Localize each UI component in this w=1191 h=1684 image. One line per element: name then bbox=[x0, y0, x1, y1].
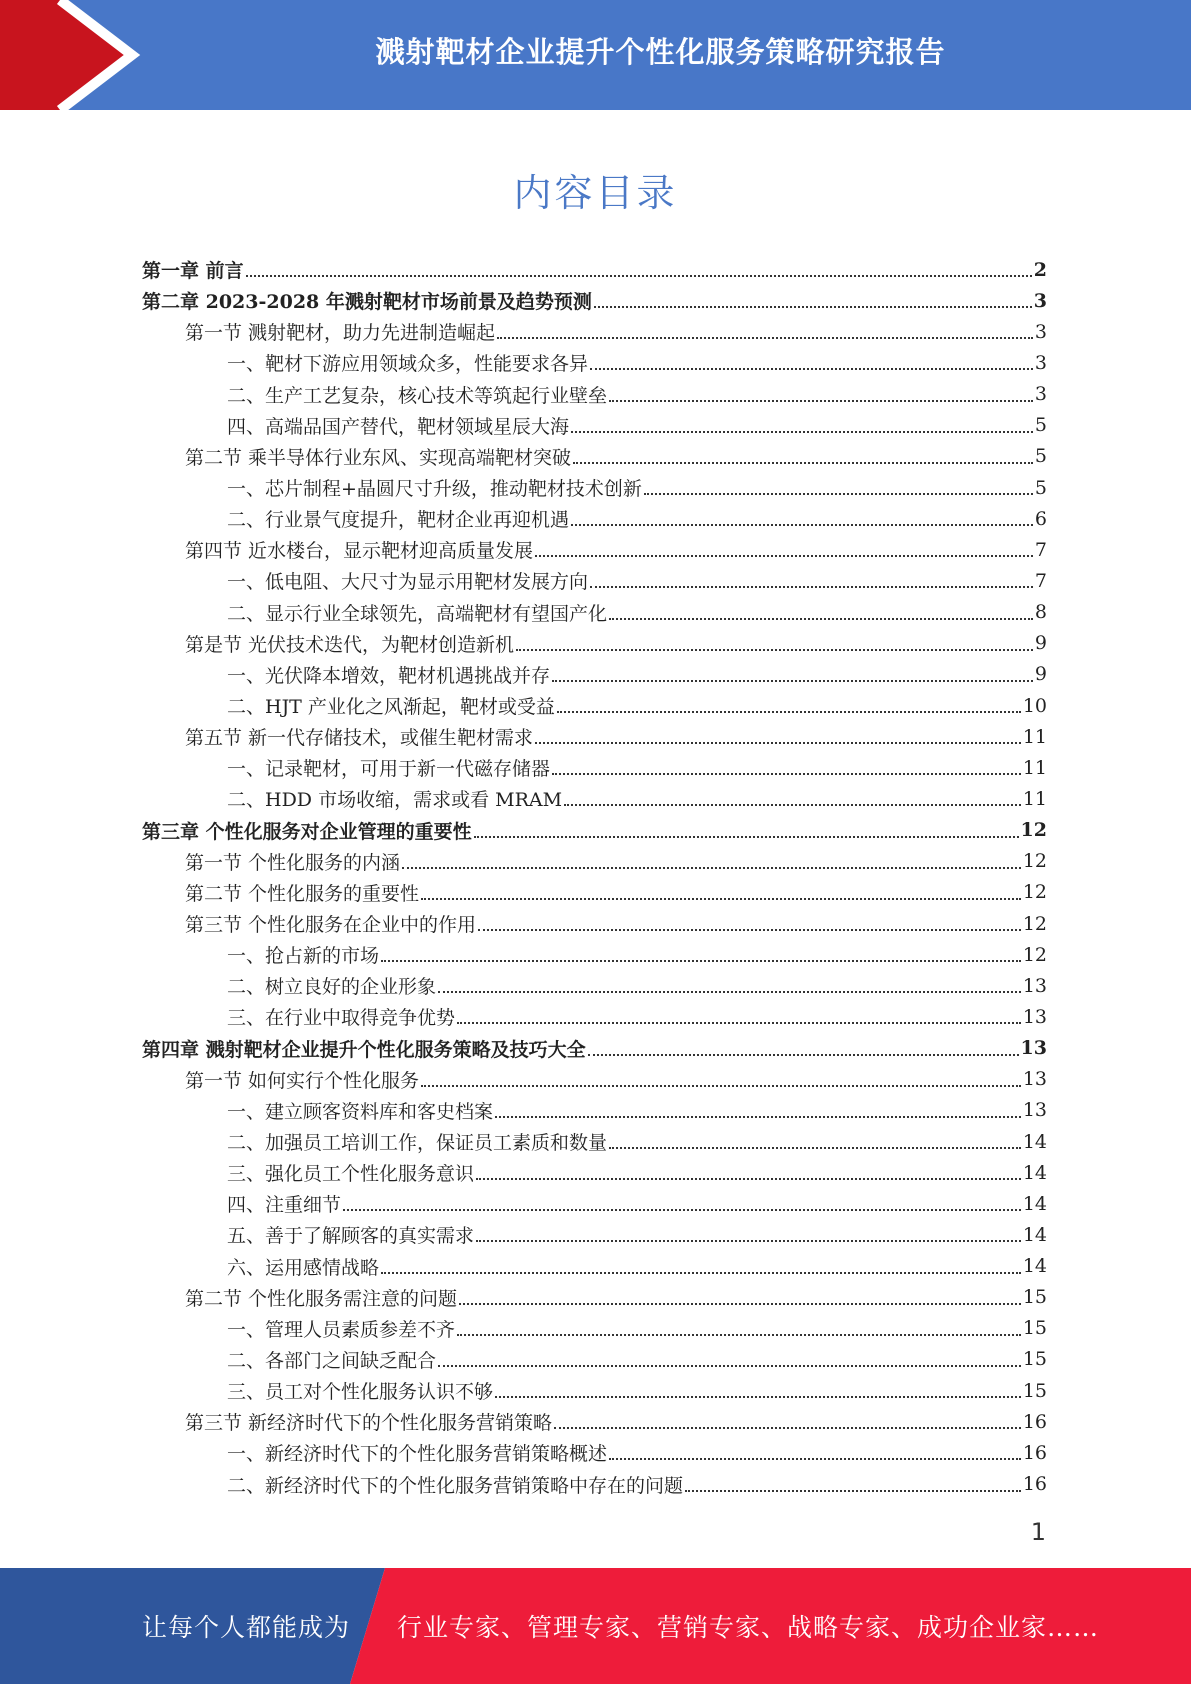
toc-entry-page: 16 bbox=[1022, 1441, 1047, 1464]
toc-entry-page: 3 bbox=[1033, 289, 1047, 312]
page-number: 1 bbox=[1030, 1518, 1046, 1546]
toc-entry-page: 12 bbox=[1022, 881, 1047, 904]
report-header-banner bbox=[0, 0, 1191, 110]
toc-entry[interactable] bbox=[142, 939, 1047, 970]
toc-dot-leader bbox=[535, 536, 1033, 557]
toc-entry[interactable] bbox=[142, 1468, 1047, 1499]
table-of-contents bbox=[142, 254, 1047, 1500]
toc-entry[interactable] bbox=[142, 316, 1047, 347]
toc-entry-page: 8 bbox=[1034, 601, 1047, 624]
toc-dot-leader bbox=[421, 879, 1021, 900]
toc-entry-title: 第二节 个性化服务需注意的问题 bbox=[185, 1287, 458, 1310]
toc-entry-title: 二、加强员工培训工作，保证员工素质和数量 bbox=[227, 1132, 608, 1154]
toc-entry-page: 3 bbox=[1034, 383, 1047, 406]
toc-dot-leader bbox=[402, 848, 1021, 869]
toc-entry-page: 13 bbox=[1022, 1099, 1047, 1122]
toc-entry[interactable] bbox=[142, 472, 1047, 503]
toc-entry-title: 四、注重细节 bbox=[227, 1194, 342, 1217]
toc-dot-leader bbox=[438, 972, 1021, 993]
toc-entry-page: 2 bbox=[1033, 258, 1047, 281]
toc-entry-title: 第四节 近水楼台，显示靶材迎高质量发展 bbox=[185, 540, 534, 563]
toc-dot-leader bbox=[552, 754, 1021, 775]
footer-slogan-right: 行业专家、管理专家、营销专家、战略专家、成功企业家…… bbox=[397, 1613, 1100, 1642]
toc-entry-page: 16 bbox=[1022, 1410, 1047, 1433]
toc-dot-leader bbox=[609, 599, 1033, 620]
toc-entry-page: 6 bbox=[1034, 507, 1047, 530]
toc-entry[interactable] bbox=[142, 1033, 1047, 1064]
toc-entry-title: 第二节 个性化服务的重要性 bbox=[185, 882, 420, 905]
toc-entry-page: 15 bbox=[1022, 1379, 1047, 1402]
toc-dot-leader bbox=[438, 1346, 1021, 1367]
toc-entry-page: 5 bbox=[1034, 476, 1047, 499]
toc-entry[interactable] bbox=[142, 815, 1047, 846]
toc-entry[interactable] bbox=[142, 752, 1047, 783]
toc-entry-title: 第一节 个性化服务的内涵 bbox=[185, 851, 401, 874]
toc-dot-leader bbox=[609, 1128, 1021, 1149]
toc-entry-page: 16 bbox=[1022, 1473, 1047, 1496]
toc-dot-leader bbox=[478, 910, 1021, 931]
toc-dot-leader bbox=[246, 256, 1032, 277]
toc-entry-title: 二、HDD 市场收缩，需求或看 MRAM bbox=[227, 789, 563, 812]
toc-entry-page: 14 bbox=[1022, 1192, 1047, 1215]
toc-entry-page: 13 bbox=[1020, 1037, 1047, 1060]
toc-entry[interactable] bbox=[142, 503, 1047, 534]
toc-entry-page: 11 bbox=[1022, 725, 1047, 748]
toc-dot-leader bbox=[457, 1003, 1021, 1024]
toc-dot-leader bbox=[571, 412, 1033, 433]
toc-entry-page: 14 bbox=[1022, 1130, 1047, 1153]
toc-entry-title: 第二节 乘半导体行业东风、实现高端靶材突破 bbox=[185, 446, 572, 469]
toc-dot-leader bbox=[588, 1035, 1019, 1056]
toc-entry-title: 一、抢占新的市场 bbox=[227, 945, 380, 968]
toc-entry-page: 5 bbox=[1034, 445, 1047, 468]
footer-slogan-left: 让每个人都能成为 bbox=[142, 1613, 351, 1642]
toc-entry[interactable] bbox=[142, 285, 1047, 316]
toc-dot-leader bbox=[557, 692, 1021, 713]
toc-entry[interactable] bbox=[142, 1344, 1047, 1375]
toc-entry[interactable] bbox=[142, 597, 1047, 628]
toc-entry-title: 第二章 2023-2028 年溅射靶材市场前景及趋势预测 bbox=[142, 291, 592, 314]
toc-entry[interactable] bbox=[142, 347, 1047, 378]
toc-entry[interactable] bbox=[142, 1001, 1047, 1032]
toc-entry-page: 9 bbox=[1034, 632, 1047, 655]
toc-entry-title: 四、高端品国产替代，靶材领域星辰大海 bbox=[227, 415, 570, 438]
toc-dot-leader bbox=[476, 1221, 1021, 1242]
toc-entry[interactable] bbox=[142, 877, 1047, 908]
toc-entry-title: 二、生产工艺复杂，核心技术等筑起行业壁垒 bbox=[227, 384, 608, 407]
toc-entry[interactable] bbox=[142, 628, 1047, 659]
toc-dot-leader bbox=[459, 1284, 1021, 1305]
toc-dot-leader bbox=[535, 723, 1021, 744]
toc-dot-leader bbox=[474, 817, 1019, 838]
toc-entry-page: 12 bbox=[1022, 850, 1047, 873]
toc-entry-title: 第是节 光伏技术迭代，为靶材创造新机 bbox=[185, 633, 515, 656]
toc-dot-leader bbox=[590, 567, 1033, 588]
toc-dot-leader bbox=[476, 1159, 1021, 1180]
toc-dot-leader bbox=[343, 1190, 1021, 1211]
toc-entry-page: 13 bbox=[1022, 1068, 1047, 1091]
toc-entry[interactable] bbox=[142, 1188, 1047, 1219]
toc-dot-leader bbox=[571, 505, 1033, 526]
toc-entry-title: 二、树立良好的企业形象 bbox=[227, 976, 437, 999]
toc-dot-leader bbox=[685, 1471, 1021, 1492]
toc-entry-title: 第一节 溅射靶材，助力先进制造崛起 bbox=[185, 322, 496, 345]
toc-entry-title: 第五节 新一代存储技术，或催生靶材需求 bbox=[185, 727, 534, 750]
toc-entry-page: 15 bbox=[1022, 1317, 1047, 1340]
toc-entry[interactable] bbox=[142, 721, 1047, 752]
toc-entry[interactable] bbox=[142, 1406, 1047, 1437]
toc-entry-title: 一、芯片制程+晶圆尺寸升级，推动靶材技术创新 bbox=[227, 478, 642, 501]
toc-dot-leader bbox=[497, 318, 1033, 339]
toc-entry-title: 第三节 新经济时代下的个性化服务营销策略 bbox=[185, 1412, 553, 1435]
toc-entry-page: 5 bbox=[1034, 414, 1047, 437]
toc-entry-title: 一、管理人员素质参差不齐 bbox=[227, 1318, 456, 1341]
toc-dot-leader bbox=[381, 1253, 1021, 1274]
toc-entry-page: 12 bbox=[1020, 819, 1047, 842]
report-title: 溅射靶材企业提升个性化服务策略研究报告 bbox=[375, 34, 946, 69]
toc-entry-page: 3 bbox=[1034, 351, 1047, 374]
toc-entry[interactable] bbox=[142, 254, 1047, 285]
toc-entry-title: 二、各部门之间缺乏配合 bbox=[227, 1349, 437, 1372]
toc-entry-page: 14 bbox=[1022, 1255, 1047, 1278]
toc-dot-leader bbox=[590, 349, 1033, 370]
toc-entry[interactable] bbox=[142, 690, 1047, 721]
toc-dot-leader bbox=[516, 630, 1033, 651]
toc-heading: 内容目录 bbox=[513, 171, 678, 215]
toc-entry-page: 12 bbox=[1022, 943, 1047, 966]
toc-entry-page: 7 bbox=[1034, 569, 1047, 592]
toc-entry-title: 一、记录靶材，可用于新一代磁存储器 bbox=[227, 758, 551, 781]
toc-entry-title: 三、员工对个性化服务认识不够 bbox=[227, 1381, 494, 1404]
toc-entry-page: 11 bbox=[1022, 787, 1047, 810]
toc-entry-page: 15 bbox=[1022, 1348, 1047, 1371]
toc-entry[interactable] bbox=[142, 846, 1047, 877]
toc-entry-page: 13 bbox=[1022, 1005, 1047, 1028]
toc-entry[interactable] bbox=[142, 1095, 1047, 1126]
toc-dot-leader bbox=[609, 381, 1033, 402]
toc-dot-leader bbox=[554, 1408, 1021, 1429]
toc-entry-page: 14 bbox=[1022, 1161, 1047, 1184]
toc-entry-page: 10 bbox=[1022, 694, 1047, 717]
toc-entry-title: 第三章 个性化服务对企业管理的重要性 bbox=[142, 820, 472, 843]
toc-entry[interactable] bbox=[142, 1313, 1047, 1344]
toc-dot-leader bbox=[564, 785, 1021, 806]
footer-banner bbox=[0, 1568, 1191, 1684]
toc-entry[interactable] bbox=[142, 1157, 1047, 1188]
toc-entry-title: 第三节 个性化服务在企业中的作用 bbox=[185, 914, 477, 937]
toc-entry[interactable] bbox=[142, 1375, 1047, 1406]
toc-entry-page: 14 bbox=[1022, 1223, 1047, 1246]
toc-entry-title: 一、靶材下游应用领域众多，性能要求各异 bbox=[227, 353, 589, 376]
toc-entry-title: 第一节 如何实行个性化服务 bbox=[185, 1069, 420, 1092]
toc-entry-page: 3 bbox=[1034, 320, 1047, 343]
toc-entry-page: 13 bbox=[1022, 974, 1047, 997]
toc-entry-title: 一、建立顾客资料库和客史档案 bbox=[227, 1100, 494, 1123]
toc-entry-title: 二、显示行业全球领先，高端靶材有望国产化 bbox=[227, 602, 608, 625]
toc-entry[interactable] bbox=[142, 441, 1047, 472]
toc-entry-title: 六、运用感情战略 bbox=[227, 1256, 380, 1279]
toc-entry[interactable] bbox=[142, 1126, 1047, 1157]
toc-entry-page: 15 bbox=[1022, 1286, 1047, 1309]
toc-entry-title: 一、新经济时代下的个性化服务营销策略概述 bbox=[227, 1443, 608, 1466]
toc-entry-title: 三、在行业中取得竞争优势 bbox=[227, 1007, 456, 1030]
toc-entry[interactable] bbox=[142, 1437, 1047, 1468]
toc-entry-title: 五、善于了解顾客的真实需求 bbox=[227, 1225, 475, 1248]
toc-dot-leader bbox=[495, 1377, 1021, 1398]
toc-entry-title: 第四章 溅射靶材企业提升个性化服务策略及技巧大全 bbox=[142, 1038, 586, 1061]
toc-dot-leader bbox=[457, 1315, 1021, 1336]
toc-entry[interactable] bbox=[142, 970, 1047, 1001]
toc-entry[interactable] bbox=[142, 908, 1047, 939]
toc-entry[interactable] bbox=[142, 379, 1047, 410]
toc-entry[interactable] bbox=[142, 659, 1047, 690]
toc-entry-page: 9 bbox=[1034, 663, 1047, 686]
toc-entry[interactable] bbox=[142, 1251, 1047, 1282]
toc-entry-title: 二、行业景气度提升，靶材企业再迎机遇 bbox=[227, 509, 570, 532]
toc-entry-page: 7 bbox=[1034, 538, 1047, 561]
toc-entry-title: 三、强化员工个性化服务意识 bbox=[227, 1163, 475, 1186]
toc-entry-page: 12 bbox=[1022, 912, 1047, 935]
toc-entry[interactable] bbox=[142, 534, 1047, 565]
toc-entry[interactable] bbox=[142, 1219, 1047, 1250]
toc-dot-leader bbox=[421, 1066, 1021, 1087]
toc-entry-title: 一、光伏降本增效，靶材机遇挑战并存 bbox=[227, 664, 551, 687]
toc-entry-page: 11 bbox=[1022, 756, 1047, 779]
toc-entry-title: 一、低电阻、大尺寸为显示用靶材发展方向 bbox=[227, 571, 589, 594]
toc-entry-title: 二、新经济时代下的个性化服务营销策略中存在的问题 bbox=[227, 1474, 684, 1497]
toc-dot-leader bbox=[495, 1097, 1021, 1118]
toc-entry[interactable] bbox=[142, 783, 1047, 814]
toc-dot-leader bbox=[573, 443, 1033, 464]
toc-dot-leader bbox=[594, 287, 1032, 308]
toc-entry[interactable] bbox=[142, 410, 1047, 441]
toc-entry-title: 二、HJT 产业化之风渐起，靶材或受益 bbox=[227, 696, 555, 719]
toc-entry[interactable] bbox=[142, 1282, 1047, 1313]
toc-dot-leader bbox=[381, 941, 1021, 962]
toc-dot-leader bbox=[552, 661, 1033, 682]
toc-entry[interactable] bbox=[142, 1064, 1047, 1095]
toc-dot-leader bbox=[609, 1439, 1021, 1460]
toc-dot-leader bbox=[644, 474, 1033, 495]
toc-entry[interactable] bbox=[142, 565, 1047, 596]
toc-entry-title: 第一章 前言 bbox=[142, 260, 244, 283]
